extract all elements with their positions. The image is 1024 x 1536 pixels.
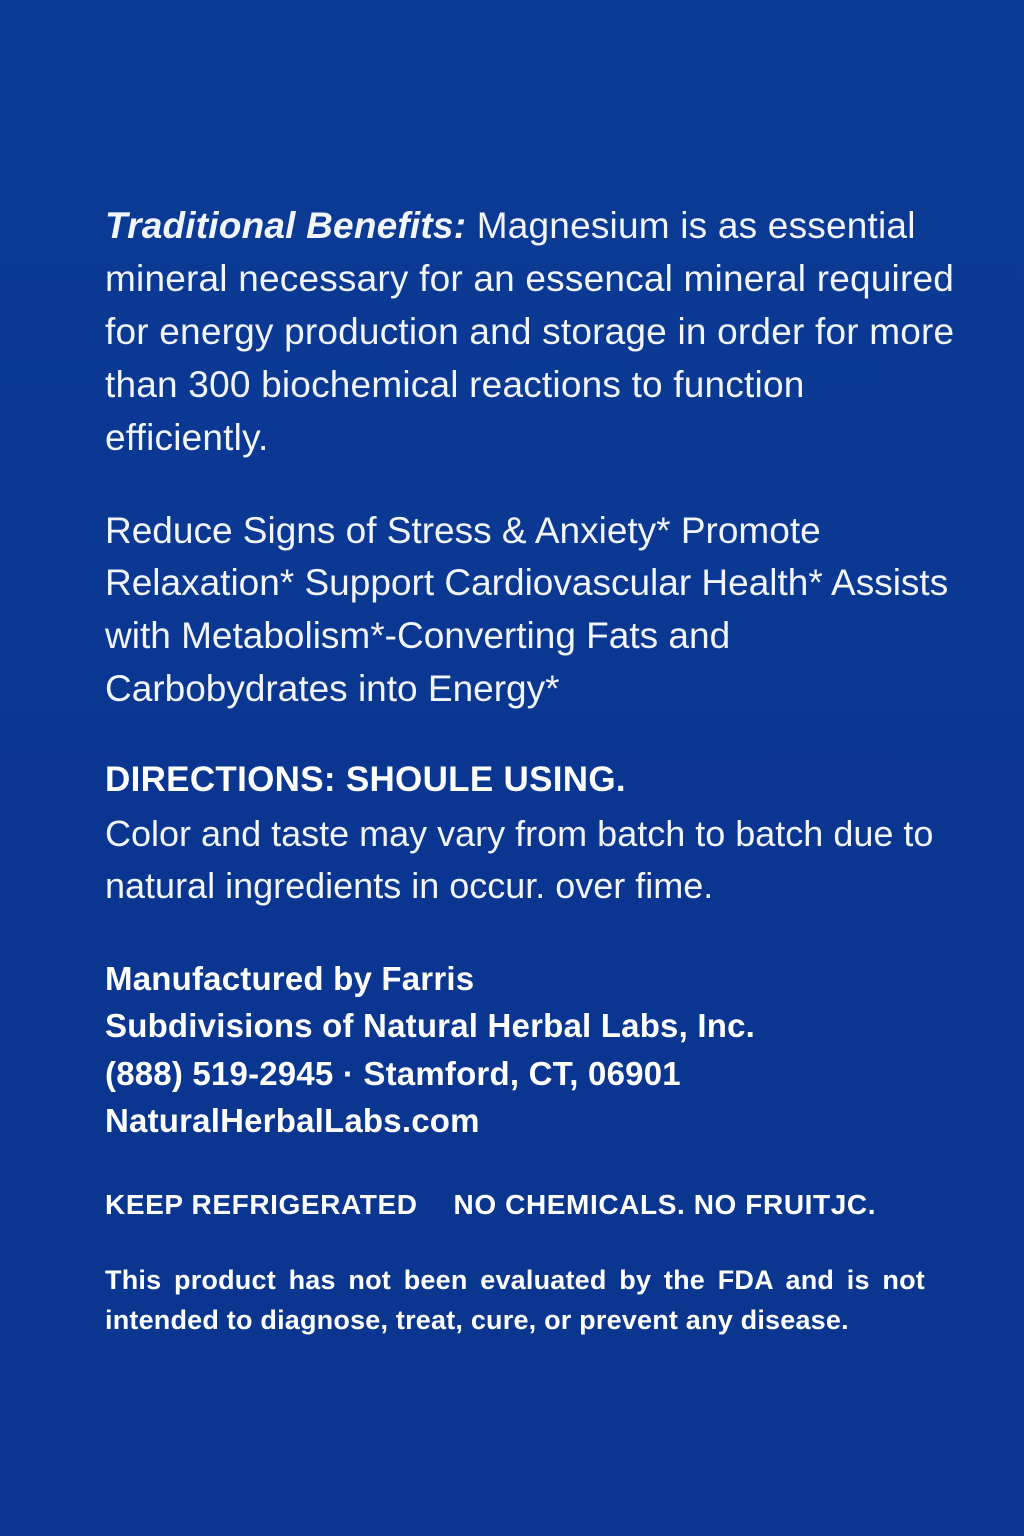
storage-flags <box>105 1189 965 1221</box>
manufacturer-phone-address: (888) 519-2945 · Stamford, CT, 06901 <box>105 1054 681 1092</box>
traditional-benefits-body: Magnesium is as essential mineral necessary for an essencal mineral required for energy production and storage in order for more than 300 biochemical reactions to function efficiently. <box>105 205 955 458</box>
traditional-benefits-lead: Traditional Benefits: <box>105 205 467 246</box>
manufacturer-block <box>105 955 965 1145</box>
manufacturer-website: NaturalHerbalLabs.com <box>105 1102 480 1140</box>
label-content <box>105 200 965 1368</box>
manufacturer-line-2: Subdivisions of Natural Herbal Labs, Inc. <box>105 1007 755 1045</box>
manufacturer-line-1: Manufactured by Farris <box>105 959 475 997</box>
benefits-list: Reduce Signs of Stress & Anxiety* Promote Relaxation* Support Cardiovascular Health* Assists with Metabolism*-Converting Fats and Carbobydrates into Energy* <box>105 509 949 710</box>
keep-refrigerated-text: KEEP REFRIGERATED <box>105 1188 418 1220</box>
no-chemicals-text: NO CHEMICALS. NO FRUITJC. <box>453 1188 877 1220</box>
traditional-benefits-paragraph <box>105 200 965 465</box>
directions-heading: DIRECTIONS: SHOULE USING. <box>105 760 626 800</box>
directions-section <box>105 760 965 912</box>
directions-body: Color and taste may vary from batch to batch due to natural ingredients in occur. over fime. <box>105 813 934 907</box>
fda-disclaimer: This product has not been evaluated by the FDA and is not intended to diagnose, treat, cure, or prevent any disease. <box>105 1264 925 1335</box>
